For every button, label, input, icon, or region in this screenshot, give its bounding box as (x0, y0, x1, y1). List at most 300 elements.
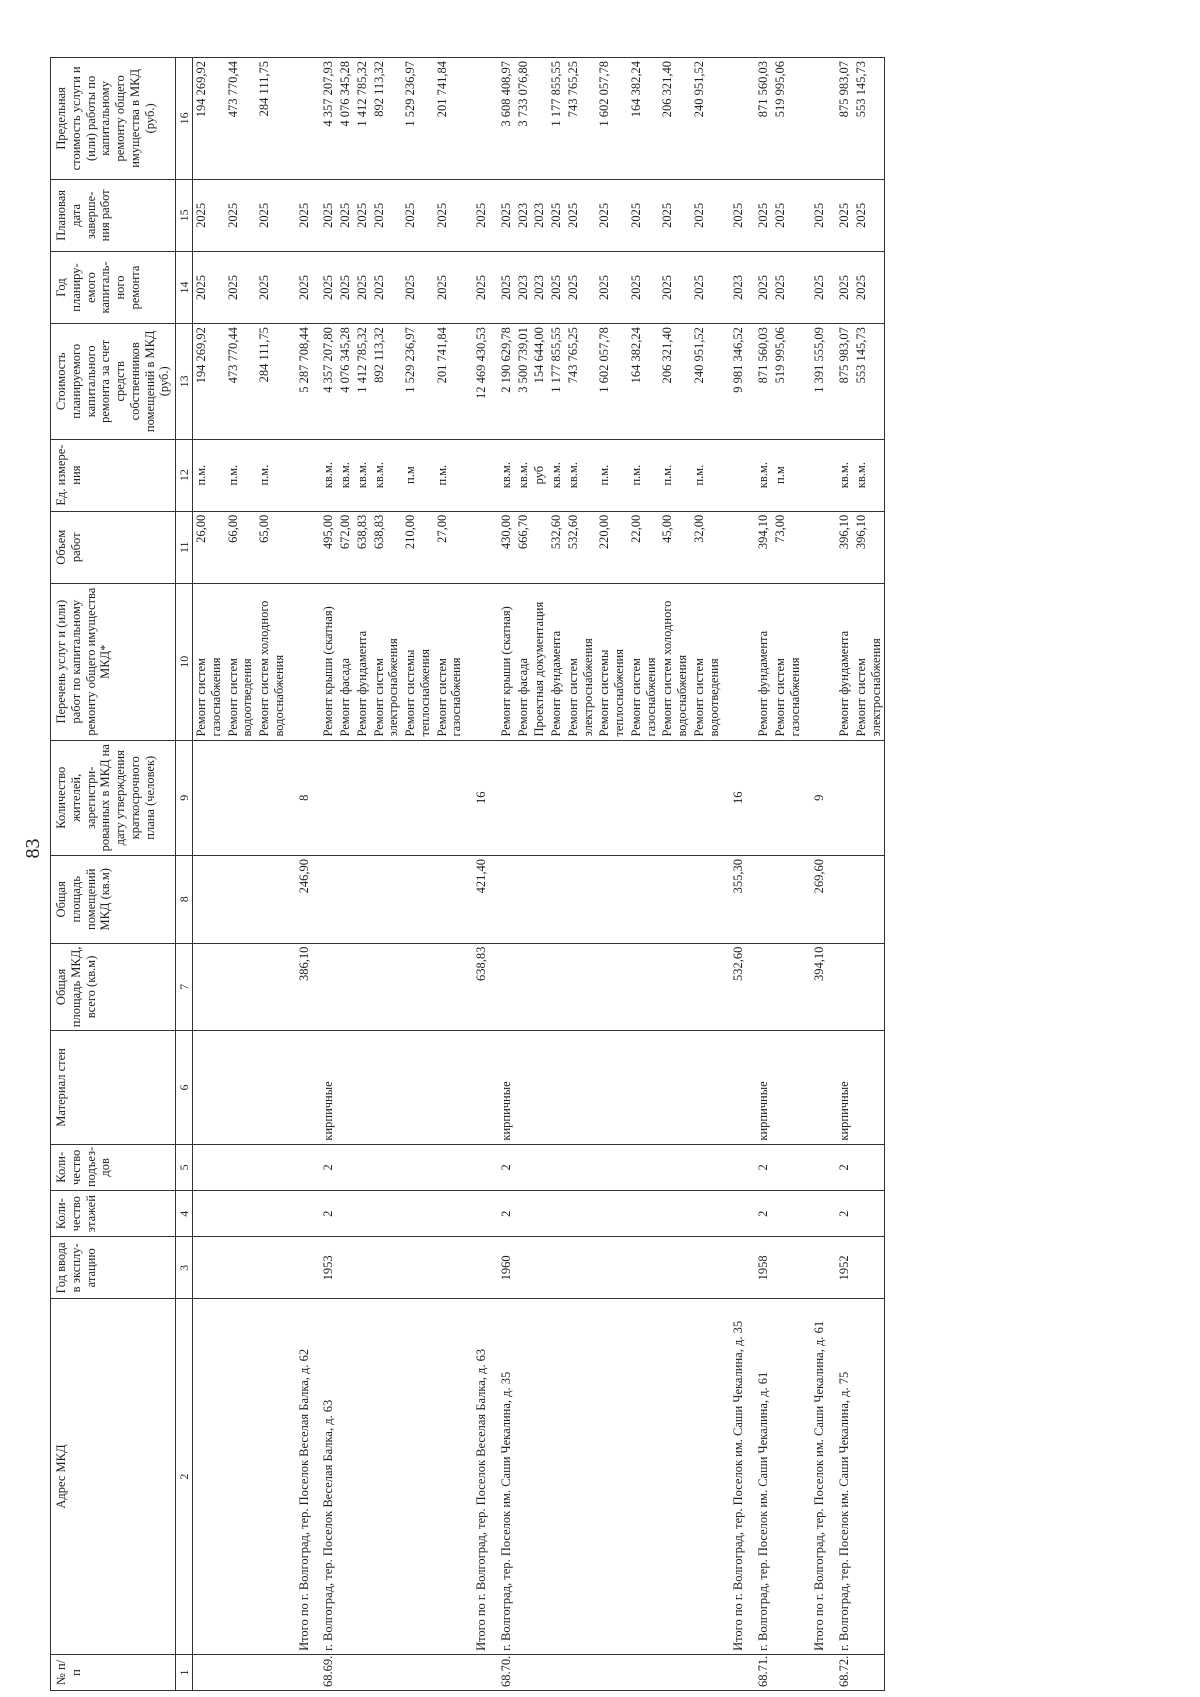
spacer-cell (288, 855, 296, 943)
spacer-cell (803, 943, 811, 1031)
column-header: Адрес МКД (51, 1299, 176, 1655)
work-row (371, 58, 403, 1691)
unit: п.м (772, 439, 804, 511)
row-spacer (803, 58, 811, 1691)
completion-date: 2025 (836, 179, 853, 251)
mkd-address (402, 1299, 434, 1655)
spacer-cell (288, 740, 296, 855)
row-number (371, 1654, 403, 1690)
spacer-cell (288, 511, 296, 583)
work-row (402, 58, 434, 1691)
residents-count (755, 740, 772, 855)
column-header: Количество жителей, зарегистри-рованных в МКД на дату утверждения краткосрочного плана (человек) (51, 740, 176, 855)
total-row (811, 58, 828, 1691)
spacer-cell (828, 855, 836, 943)
wall-material (354, 1031, 371, 1144)
unit: п.м. (193, 439, 225, 511)
max-cost: 553 145,73 (853, 58, 885, 180)
spacer-cell (722, 583, 730, 740)
entrances-count (531, 1144, 548, 1190)
spacer-cell (803, 1654, 811, 1690)
mkd-address: г. Волгоград, тер. Поселок им. Саши Чекалина, д. 35 (498, 1299, 515, 1655)
total-area (596, 943, 628, 1031)
premises-area (836, 855, 853, 943)
unit: п.м. (256, 439, 288, 511)
residents-count (225, 740, 257, 855)
work-volume (473, 511, 490, 583)
spacer-cell (490, 1031, 498, 1144)
spacer-cell (803, 439, 811, 511)
spacer-cell (490, 1191, 498, 1237)
spacer-cell (465, 943, 473, 1031)
spacer-cell (722, 1237, 730, 1299)
building-row (836, 58, 853, 1691)
mkd-address (565, 1299, 597, 1655)
year-commissioned (811, 1237, 828, 1299)
spacer-cell (803, 1237, 811, 1299)
row-number (473, 1654, 490, 1690)
spacer-cell (490, 1299, 498, 1655)
total-area (402, 943, 434, 1031)
floors-count (225, 1191, 257, 1237)
column-header: Коли-чество этажей (51, 1191, 176, 1237)
floors-count (691, 1191, 723, 1237)
row-number (225, 1654, 257, 1690)
work-volume (811, 511, 828, 583)
work-name: Ремонт крыши (скатная) (320, 583, 337, 740)
wall-material (434, 1031, 466, 1144)
work-name (473, 583, 490, 740)
spacer-cell (722, 511, 730, 583)
repair-year: 2025 (434, 251, 466, 323)
repair-year: 2025 (565, 251, 597, 323)
total-area (256, 943, 288, 1031)
unit: п.м. (596, 439, 628, 511)
spacer-cell (722, 1144, 730, 1190)
spacer-cell (747, 1144, 755, 1190)
spacer-cell (490, 1654, 498, 1690)
residents-count (193, 740, 225, 855)
total-area: 386,10 (296, 943, 313, 1031)
spacer-cell (722, 740, 730, 855)
spacer-cell (465, 1654, 473, 1690)
mkd-address (371, 1299, 403, 1655)
entrances-count (371, 1144, 403, 1190)
max-cost: 240 951,52 (691, 58, 723, 180)
row-spacer (722, 58, 730, 1691)
page-number: 83 (22, 838, 44, 859)
work-row (548, 58, 565, 1691)
floors-count (659, 1191, 691, 1237)
completion-date: 2025 (256, 179, 288, 251)
planned-cost: 4 076 345,28 (337, 324, 354, 439)
total-area (337, 943, 354, 1031)
spacer-cell (465, 740, 473, 855)
unit: кв.м. (836, 439, 853, 511)
spacer-cell (747, 943, 755, 1031)
row-number (515, 1654, 532, 1690)
row-number (548, 1654, 565, 1690)
entrances-count (659, 1144, 691, 1190)
entrances-count (596, 1144, 628, 1190)
column-number-row (176, 58, 193, 1691)
wall-material: кирпичные (836, 1031, 853, 1144)
spacer-cell (465, 1031, 473, 1144)
row-number (434, 1654, 466, 1690)
mkd-address: г. Волгоград, тер. Поселок им. Саши Чекалина, д. 75 (836, 1299, 853, 1655)
completion-date: 2023 (531, 179, 548, 251)
column-header-row (51, 58, 176, 1691)
repair-year: 2025 (473, 251, 490, 323)
column-header: № п/п (51, 1654, 176, 1690)
spacer-cell (288, 1191, 296, 1237)
work-name: Ремонт систем водоотведения (225, 583, 257, 740)
floors-count (772, 1191, 804, 1237)
completion-date: 2025 (548, 179, 565, 251)
total-area (498, 943, 515, 1031)
spacer-cell (490, 583, 498, 740)
entrances-count (691, 1144, 723, 1190)
spacer-cell (312, 943, 320, 1031)
residents-count (402, 740, 434, 855)
spacer-cell (722, 1654, 730, 1690)
work-volume: 45,00 (659, 511, 691, 583)
year-commissioned (596, 1237, 628, 1299)
spacer-cell (722, 855, 730, 943)
premises-area: 421,40 (473, 855, 490, 943)
spacer-cell (312, 324, 320, 439)
work-volume: 32,00 (691, 511, 723, 583)
max-cost (811, 58, 828, 180)
work-name (811, 583, 828, 740)
total-area (371, 943, 403, 1031)
row-number (337, 1654, 354, 1690)
floors-count (354, 1191, 371, 1237)
work-name: Ремонт систем водоотведения (691, 583, 723, 740)
spacer-cell (312, 1191, 320, 1237)
spacer-cell (803, 583, 811, 740)
repair-year: 2025 (498, 251, 515, 323)
repair-year: 2025 (193, 251, 225, 323)
max-cost: 473 770,44 (225, 58, 257, 180)
premises-area (531, 855, 548, 943)
spacer-cell (747, 179, 755, 251)
planned-cost: 284 111,75 (256, 324, 288, 439)
work-name: Ремонт фундамента (354, 583, 371, 740)
completion-date: 2025 (628, 179, 660, 251)
total-area (434, 943, 466, 1031)
year-commissioned: 1960 (498, 1237, 515, 1299)
residents-count (596, 740, 628, 855)
mkd-address: г. Волгоград, тер. Поселок им. Саши Чекалина, д. 61 (755, 1299, 772, 1655)
work-name: Ремонт систем газоснабжения (193, 583, 225, 740)
wall-material (193, 1031, 225, 1144)
repair-year: 2025 (548, 251, 565, 323)
max-cost: 1 529 236,97 (402, 58, 434, 180)
row-spacer (747, 58, 755, 1691)
spacer-cell (465, 1191, 473, 1237)
planned-cost: 2 190 629,78 (498, 324, 515, 439)
column-header: Общая площадь помещений МКД (кв.м) (51, 855, 176, 943)
year-commissioned (730, 1237, 747, 1299)
unit (296, 439, 313, 511)
column-header: Год планиру-емого капиталь-ного ремонта (51, 251, 176, 323)
unit: кв.м. (320, 439, 337, 511)
unit: кв.м. (498, 439, 515, 511)
spacer-cell (312, 1237, 320, 1299)
spacer-cell (490, 251, 498, 323)
entrances-count (811, 1144, 828, 1190)
spacer-cell (803, 1031, 811, 1144)
spacer-cell (803, 1144, 811, 1190)
spacer-cell (722, 943, 730, 1031)
spacer-cell (747, 439, 755, 511)
work-row (354, 58, 371, 1691)
entrances-count: 2 (498, 1144, 515, 1190)
residents-count (434, 740, 466, 855)
spacer-cell (747, 1299, 755, 1655)
spacer-cell (312, 740, 320, 855)
mkd-address (853, 1299, 885, 1655)
max-cost: 871 560,03 (755, 58, 772, 180)
work-row (225, 58, 257, 1691)
spacer-cell (803, 511, 811, 583)
planned-cost: 201 741,84 (434, 324, 466, 439)
total-area (565, 943, 597, 1031)
spacer-cell (465, 1237, 473, 1299)
row-number: 68.71. (755, 1654, 772, 1690)
work-volume: 22,00 (628, 511, 660, 583)
unit: кв.м. (853, 439, 885, 511)
planned-cost: 875 983,07 (836, 324, 853, 439)
spacer-cell (465, 439, 473, 511)
wall-material (628, 1031, 660, 1144)
residents-count (337, 740, 354, 855)
column-header: Год ввода в эксплу-атацию (51, 1237, 176, 1299)
entrances-count (565, 1144, 597, 1190)
premises-area (193, 855, 225, 943)
work-name: Ремонт систем электроснабжения (565, 583, 597, 740)
premises-area: 269,60 (811, 855, 828, 943)
column-header: Стоимость планируемого капитального ремонта за счет средств собственников помещений в МКД (руб.) (51, 324, 176, 439)
repair-year: 2025 (628, 251, 660, 323)
repair-year: 2025 (256, 251, 288, 323)
column-header: Общая площадь МКД, всего (кв.м) (51, 943, 176, 1031)
row-number: 68.70. (498, 1654, 515, 1690)
repair-year: 2025 (225, 251, 257, 323)
entrances-count (772, 1144, 804, 1190)
residents-count: 16 (473, 740, 490, 855)
row-number (596, 1654, 628, 1690)
spacer-cell (490, 855, 498, 943)
spacer-cell (465, 179, 473, 251)
planned-cost: 743 765,25 (565, 324, 597, 439)
year-commissioned (548, 1237, 565, 1299)
floors-count (565, 1191, 597, 1237)
spacer-cell (490, 58, 498, 180)
spacer-cell (828, 1191, 836, 1237)
completion-date: 2025 (296, 179, 313, 251)
spacer-cell (828, 740, 836, 855)
spacer-cell (312, 1144, 320, 1190)
year-commissioned (337, 1237, 354, 1299)
work-row (337, 58, 354, 1691)
planned-cost: 4 357 207,80 (320, 324, 337, 439)
mkd-address (691, 1299, 723, 1655)
entrances-count (548, 1144, 565, 1190)
premises-area (354, 855, 371, 943)
spacer-cell (803, 179, 811, 251)
row-spacer (828, 58, 836, 1691)
mkd-address (772, 1299, 804, 1655)
max-cost: 743 765,25 (565, 58, 597, 180)
premises-area (225, 855, 257, 943)
repair-year: 2025 (402, 251, 434, 323)
column-header: Плановая дата заверше-ния работ (51, 179, 176, 251)
work-name: Ремонт фасада (337, 583, 354, 740)
wall-material: кирпичные (320, 1031, 337, 1144)
spacer-cell (722, 179, 730, 251)
work-name: Ремонт системы теплоснабжения (402, 583, 434, 740)
repair-year: 2025 (296, 251, 313, 323)
entrances-count (296, 1144, 313, 1190)
residents-count (548, 740, 565, 855)
premises-area (256, 855, 288, 943)
work-volume: 66,00 (225, 511, 257, 583)
planned-cost: 871 560,03 (755, 324, 772, 439)
wall-material (371, 1031, 403, 1144)
completion-date: 2025 (434, 179, 466, 251)
spacer-cell (490, 511, 498, 583)
unit: кв.м. (354, 439, 371, 511)
spacer-cell (465, 511, 473, 583)
entrances-count (193, 1144, 225, 1190)
spacer-cell (828, 1031, 836, 1144)
work-volume: 495,00 (320, 511, 337, 583)
spacer-cell (288, 1144, 296, 1190)
year-commissioned (853, 1237, 885, 1299)
max-cost: 875 983,07 (836, 58, 853, 180)
work-volume (730, 511, 747, 583)
work-volume: 210,00 (402, 511, 434, 583)
total-area (772, 943, 804, 1031)
spacer-cell (465, 58, 473, 180)
completion-date: 2025 (354, 179, 371, 251)
premises-area (498, 855, 515, 943)
row-spacer (490, 58, 498, 1691)
wall-material (691, 1031, 723, 1144)
floors-count: 2 (755, 1191, 772, 1237)
work-row (193, 58, 225, 1691)
spacer-cell (312, 439, 320, 511)
wall-material (730, 1031, 747, 1144)
column-header: Объем работ (51, 511, 176, 583)
spacer-cell (312, 1031, 320, 1144)
floors-count (515, 1191, 532, 1237)
wall-material (811, 1031, 828, 1144)
work-row (531, 58, 548, 1691)
spacer-cell (828, 1237, 836, 1299)
entrances-count (402, 1144, 434, 1190)
year-commissioned (296, 1237, 313, 1299)
work-name: Ремонт фундамента (755, 583, 772, 740)
spacer-cell (288, 1299, 296, 1655)
completion-date: 2025 (596, 179, 628, 251)
wall-material: кирпичные (755, 1031, 772, 1144)
spacer-cell (828, 1144, 836, 1190)
premises-area (515, 855, 532, 943)
spacer-cell (747, 58, 755, 180)
premises-area (337, 855, 354, 943)
column-number: 15 (176, 179, 193, 251)
spacer-cell (803, 1191, 811, 1237)
spacer-cell (288, 1237, 296, 1299)
planned-cost: 240 951,52 (691, 324, 723, 439)
planned-cost: 5 287 708,44 (296, 324, 313, 439)
column-number: 5 (176, 1144, 193, 1190)
planned-cost: 1 529 236,97 (402, 324, 434, 439)
spacer-cell (722, 324, 730, 439)
column-header: Предельная стоимость услуги и (или) работы по капитальному ремонту общего имущества в МКД (руб.) (51, 58, 176, 180)
residents-count: 8 (296, 740, 313, 855)
row-number (691, 1654, 723, 1690)
residents-count (515, 740, 532, 855)
unit: кв.м. (371, 439, 403, 511)
row-number (531, 1654, 548, 1690)
total-area (193, 943, 225, 1031)
spacer-cell (465, 1144, 473, 1190)
column-header: Коли-чество подъез-дов (51, 1144, 176, 1190)
unit (811, 439, 828, 511)
unit: п.м. (659, 439, 691, 511)
spacer-cell (722, 439, 730, 511)
completion-date: 2025 (853, 179, 885, 251)
spacer-cell (828, 251, 836, 323)
planned-cost: 1 177 855,55 (548, 324, 565, 439)
spacer-cell (803, 855, 811, 943)
floors-count (811, 1191, 828, 1237)
work-row (256, 58, 288, 1691)
unit: кв.м. (337, 439, 354, 511)
year-commissioned: 1953 (320, 1237, 337, 1299)
work-name: Ремонт систем газоснабжения (772, 583, 804, 740)
spacer-cell (312, 855, 320, 943)
completion-date: 2025 (730, 179, 747, 251)
max-cost: 1 412 785,32 (354, 58, 371, 180)
year-commissioned (354, 1237, 371, 1299)
wall-material (256, 1031, 288, 1144)
work-volume: 532,60 (565, 511, 597, 583)
column-header: Перечень услуг и (или) работ по капитальному ремонту общего имущества МКД* (51, 583, 176, 740)
completion-date: 2025 (371, 179, 403, 251)
spacer-cell (490, 179, 498, 251)
year-commissioned (691, 1237, 723, 1299)
spacer-cell (722, 1299, 730, 1655)
unit (730, 439, 747, 511)
mkd-address (354, 1299, 371, 1655)
column-number: 11 (176, 511, 193, 583)
spacer-cell (747, 1654, 755, 1690)
spacer-cell (747, 1191, 755, 1237)
repair-year: 2025 (596, 251, 628, 323)
premises-area (371, 855, 403, 943)
planned-cost: 473 770,44 (225, 324, 257, 439)
row-number (402, 1654, 434, 1690)
spacer-cell (465, 855, 473, 943)
repair-year: 2025 (320, 251, 337, 323)
mkd-address: Итого по г. Волгоград, тер. Поселок им. Саши Чекалина, д. 35 (730, 1299, 747, 1655)
spacer-cell (490, 740, 498, 855)
